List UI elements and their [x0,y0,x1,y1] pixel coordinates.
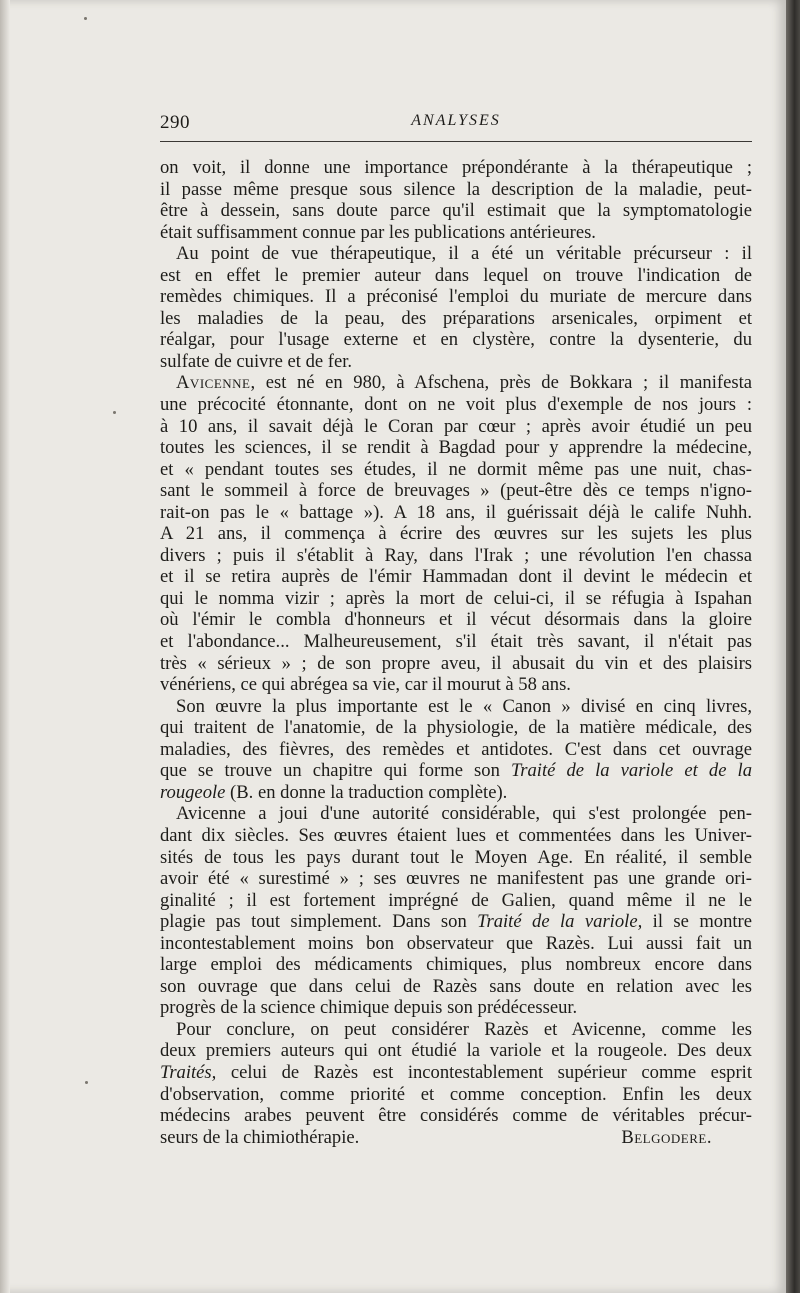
text-line: incontestablement moins bon observateur que Razès. Lui aussi fait un [160,932,752,954]
book-binding-edge [786,0,800,1293]
text-fragment: que se trouve un chapitre qui forme son [160,760,511,782]
text-line: son ouvrage que dans celui de Razès sans doute en relation avec les [160,975,752,997]
text-line [160,1062,752,1084]
text-line: être à dessein, sans doute parce qu'il estimait que la symptomatologie [160,200,752,222]
book-title: Traités, [160,1061,217,1083]
text-fragment: , est né en 980, à Afschena, près de Bokkara ; il manifesta [250,372,752,394]
text-line: on voit, il donne une importance prépondérante à la thérapeutique ; [160,157,752,178]
book-title: rougeole [160,781,226,803]
running-title: ANALYSES [411,112,501,129]
paper-speck [113,411,116,414]
text-line: il passe même presque sous silence la description de la maladie, peut- [160,178,752,200]
text-line: qui le nomma vizir ; après la mort de celui-ci, il se réfugia à Ispahan [160,587,752,609]
text-line: remèdes chimiques. Il a préconisé l'emploi du muriate de mercure dans [160,286,752,308]
text-line: et il se retira auprès de l'émir Hammadan dont il devint le médecin et [160,566,752,588]
text-fragment: seurs de la chimiothérapie. [160,1126,360,1148]
text-line [160,911,752,933]
book-title: Traité de la variole et de la [510,760,752,782]
text-line: médecins arabes peuvent être considérés comme de véritables précur- [160,1105,752,1127]
author-name-avicenne: Avicenne [176,372,251,394]
text-line [160,760,752,782]
text-fragment: il se montre [642,911,752,933]
text-line: Son œuvre la plus importante est le « Canon » divisé en cinq livres, [176,695,752,717]
text-line: réalgar, pour l'usage externe et en clystère, contre la dysenterie, du [160,329,752,351]
text-line: large emploi des médicaments chimiques, plus nombreux encore dans [160,954,752,976]
text-line: à 10 ans, il savait déjà le Coran par cœur ; après avoir étudié un peu [160,415,752,437]
text-line: toutes les sciences, il se rendit à Bagdad pour y apprendre la médecine, [160,437,752,459]
text-line: Avicenne a joui d'une autorité considérable, qui s'est prolongée pen- [176,803,752,825]
text-line: était suffisamment connue par les publications antérieures. [160,221,596,243]
text-line: dant dix siècles. Ses œuvres étaient lues et commentées dans les Univer- [160,824,752,846]
text-line: deux premiers auteurs qui ont étudié la variole et la rougeole. Des deux [160,1040,752,1062]
author-signature: Belgodere. [621,1126,712,1148]
text-line [160,372,752,394]
header-rule [160,141,752,142]
body-text [160,157,752,1148]
paper-speck [84,17,87,20]
text-line: sités de tous les pays durant tout le Moyen Age. En réalité, il semble [160,846,752,868]
page-number: 290 [160,112,190,133]
text-line: les maladies de la peau, des préparations arsenicales, orpiment et [160,307,752,329]
text-line: d'observation, comme priorité et comme conception. Enfin les deux [160,1083,752,1105]
text-line: sulfate de cuivre et de fer. [160,350,353,372]
text-line: A 21 ans, il commença à écrire des œuvres sur les sujets les plus [160,523,752,545]
text-line: progrès de la science chimique depuis son prédécesseur. [160,997,578,1019]
text-fragment: (B. en donne la traduction complète). [225,781,508,803]
text-line: qui traitent de l'anatomie, de la physiologie, de la matière médicale, des [160,717,752,739]
page-header [160,112,752,142]
text-line: et « pendant toutes ses études, il ne dormit même pas une nuit, chas- [160,458,752,480]
text-line: rait-on pas le « battage »). A 18 ans, il guérissait déjà le calife Nuhh. [160,501,752,523]
text-line: sant le sommeil à force de breuvages » (peut-être dès ce temps n'igno- [160,480,752,502]
text-line: une précocité étonnante, dont on ne voit plus d'exemple de nos jours : [160,394,752,416]
text-line: maladies, des fièvres, des remèdes et antidotes. C'est dans cet ouvrage [160,738,752,760]
text-line [160,782,752,804]
text-line: où l'émir le combla d'honneurs et il vécut désormais dans la gloire [160,609,752,631]
text-line: ginalité ; il est fortement imprégné de Galien, quand même il ne le [160,889,752,911]
text-line: Pour conclure, on peut considérer Razès et Avicenne, comme les [176,1018,752,1040]
book-title: Traité de la variole, [477,911,643,933]
text-line: divers ; puis il s'établit à Ray, dans l'Irak ; une révolution l'en chassa [160,544,752,566]
text-line: Au point de vue thérapeutique, il a été un véritable précurseur : il [176,243,752,265]
paper-speck [85,1081,88,1084]
text-line: et l'abondance... Malheureusement, s'il était très savant, il n'était pas [160,631,752,653]
closing-line [160,1127,752,1149]
text-line: est en effet le premier auteur dans lequel on trouve l'indication de [160,264,752,286]
text-fragment: plagie pas tout simplement. Dans son [160,911,478,933]
text-line: très « sérieux » ; de son propre aveu, il abusait du vin et des plaisirs [160,652,752,674]
text-fragment: celui de Razès est incontestablement supérieur comme esprit [216,1061,752,1083]
text-line: vénériens, ce qui abrégea sa vie, car il mourut à 58 ans. [160,674,571,696]
page-left-edge [0,0,10,1293]
text-line: avoir été « surestimé » ; ses œuvres ne manifestent pas une grande ori- [160,868,752,890]
